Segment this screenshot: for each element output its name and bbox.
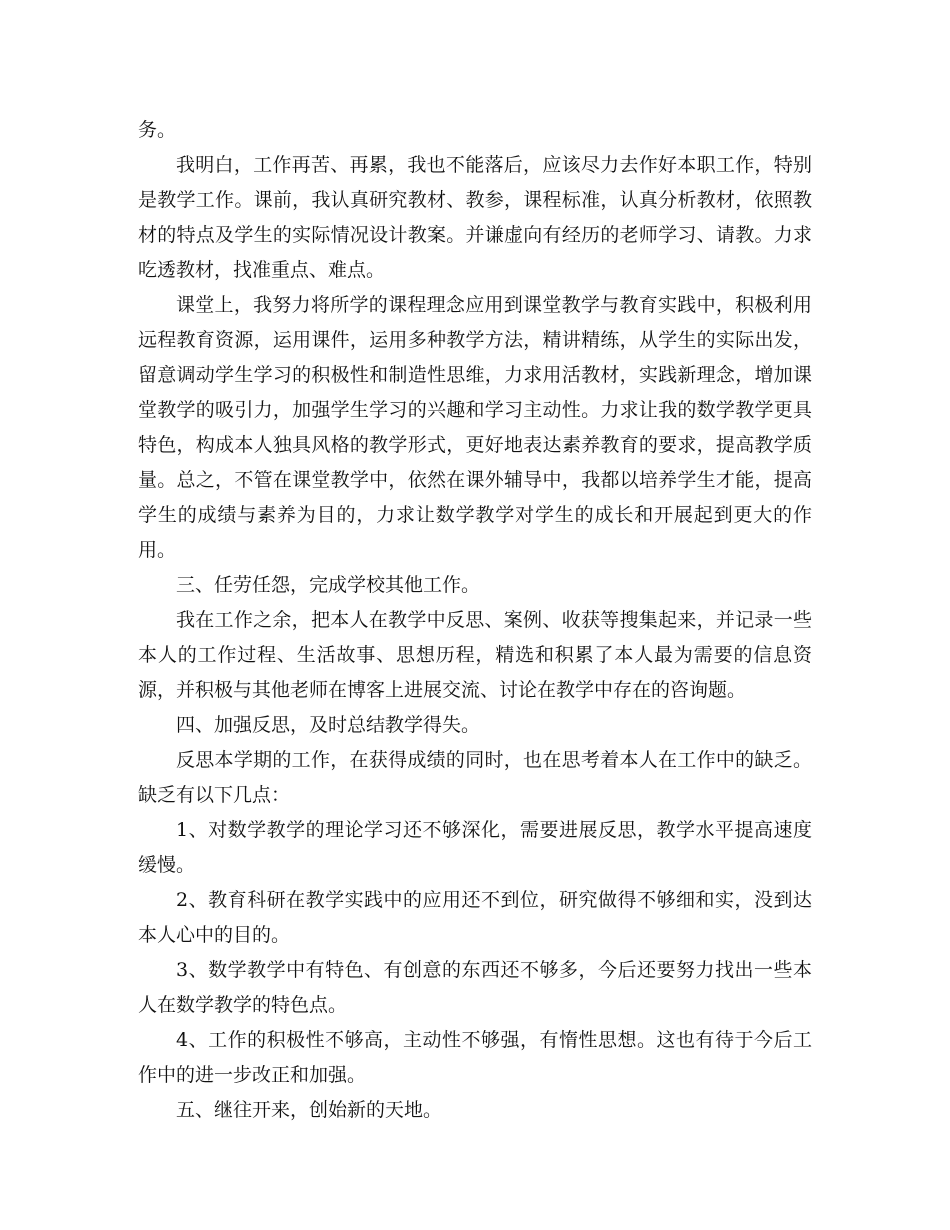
paragraph-classroom: 课堂上，我努力将所学的课程理念应用到课堂教学与教育实践中，积极利用远程教育资源，运用课件，运用多种教学方法，精讲精练，从学生的实际出发，留意调动学生学习的积极性和制造性思维，力求用活教材，实践新理念，增加课堂教学的吸引力，加强学生学习的兴趣和学习主动性。力求让我的数学教学更具特色，构成本人独具风格的教学形式，更好地表达素养教育的要求，提高教学质量。总之，不管在课堂教学中，依然在课外辅导中，我都以培养学生才能，提高学生的成绩与素养为目的，力求让数学教学对学生的成长和开展起到更大的作用。 xyxy=(138,294,812,561)
list-item-2: 2、教育科研在教学实践中的应用还不到位，研究做得不够细和实，没到达本人心中的目的。 xyxy=(138,889,812,946)
document-page xyxy=(138,113,812,1128)
paragraph-after-work: 我在工作之余，把本人在教学中反思、案例、收获等搜集起来，并记录一些本人的工作过程、生活故事、思想历程，精选和积累了本人最为需要的信息资源，并积极与其他老师在博客上进展交流、讨论在教学中存在的咨询题。 xyxy=(138,609,812,701)
heading-section-three: 三、任劳任怨，完成学校其他工作。 xyxy=(176,574,481,596)
list-item-4: 4、工作的积极性不够高，主动性不够强，有惰性思想。这也有待于今后工作中的进一步改正和加强。 xyxy=(138,1029,812,1086)
heading-section-five: 五、继往开来，创始新的天地。 xyxy=(176,1099,443,1121)
paragraph-teaching-work: 我明白，工作再苦、再累，我也不能落后，应该尽力去作好本职工作，特别是教学工作。课前，我认真研究教材、教参，课程标准，认真分析教材，依照教材的特点及学生的实际情况设计教案。并谦虚向有经历的老师学习、请教。力求吃透教材，找准重点、难点。 xyxy=(138,154,812,281)
paragraph-reflection: 反思本学期的工作，在获得成绩的同时，也在思考着本人在工作中的缺乏。缺乏有以下几点： xyxy=(138,749,812,806)
heading-section-four: 四、加强反思，及时总结教学得失。 xyxy=(176,714,481,736)
paragraph-continuation: 务。 xyxy=(138,119,177,141)
list-item-3: 3、数学教学中有特色、有创意的东西还不够多，今后还要努力找出一些本人在数学教学的特色点。 xyxy=(138,959,812,1016)
list-item-1: 1、对数学教学的理论学习还不够深化，需要进展反思，教学水平提高速度缓慢。 xyxy=(138,819,812,876)
